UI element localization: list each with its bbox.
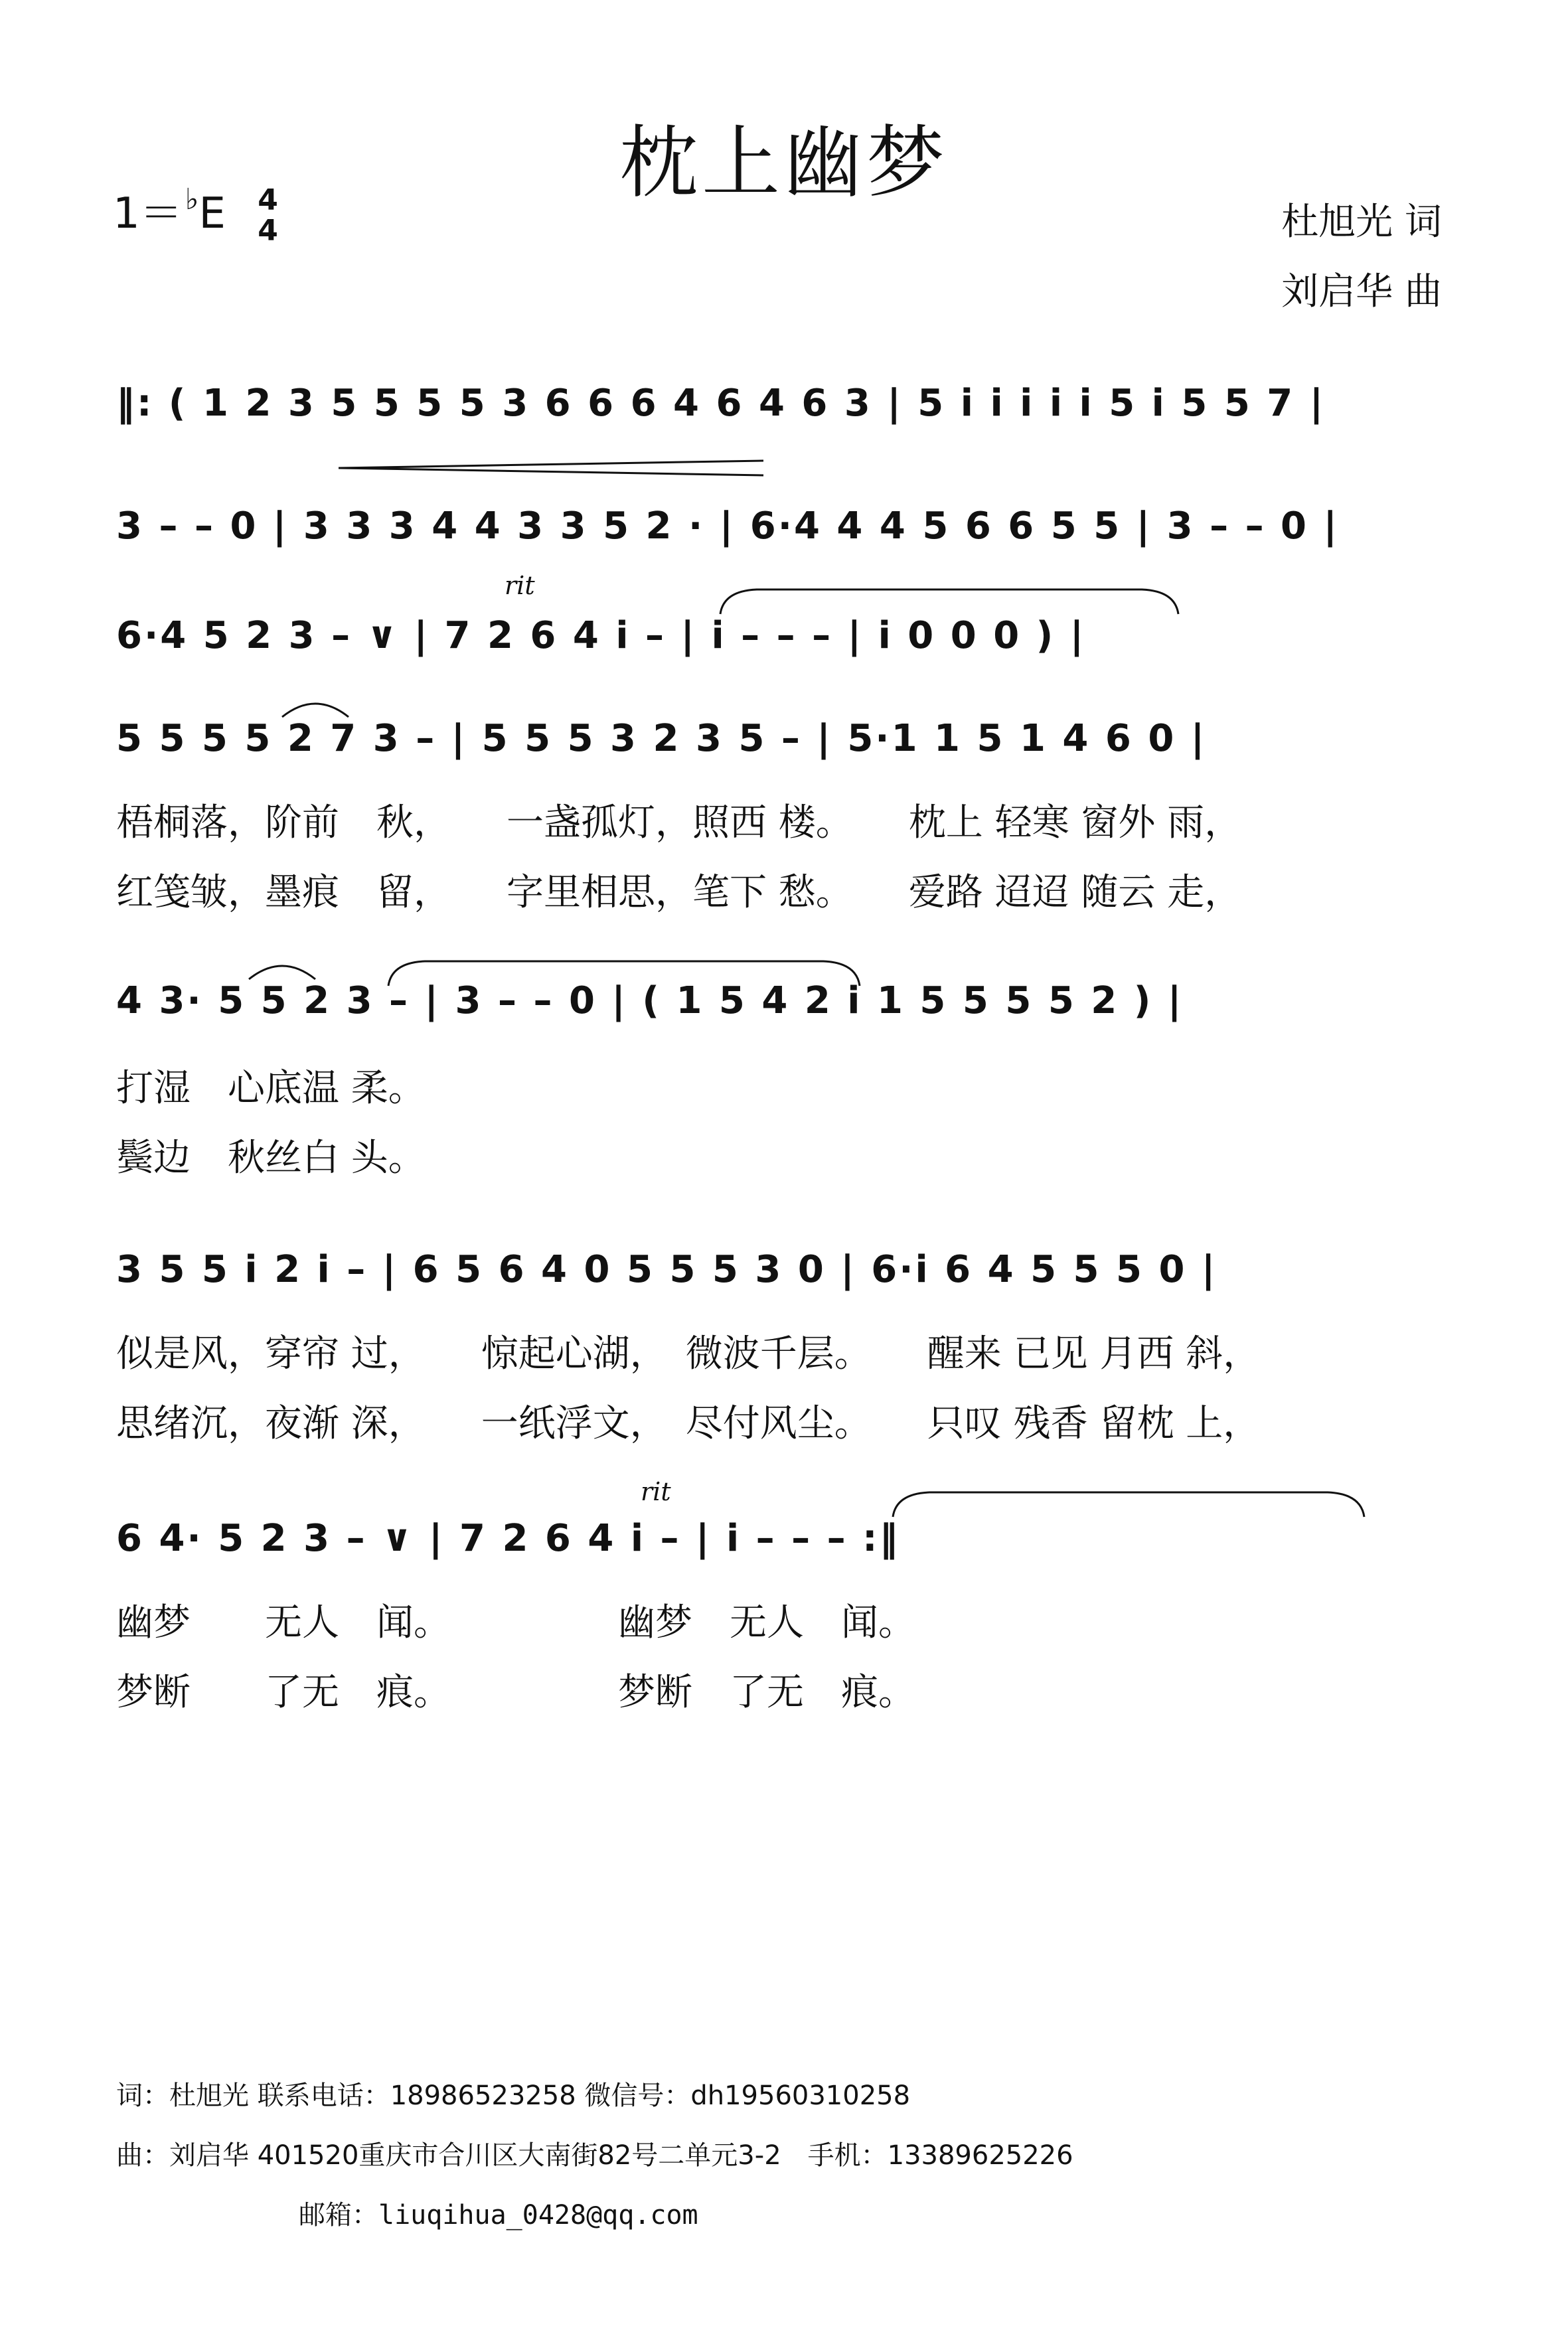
- rit-marking-2: rit: [641, 1477, 671, 1506]
- flat-sign: ♭: [185, 183, 199, 216]
- lyric-row-4-verse-2: 红笺皱，墨痕 留， 字里相思，笔下 愁。 爱路 迢迢 随云 走，: [116, 871, 1242, 914]
- time-top: 4: [258, 183, 278, 218]
- key-note: E: [198, 189, 226, 238]
- key-prefix: 1＝: [113, 189, 183, 238]
- lyric-row-6-verse-1: 似是风，穿帘 过， 惊起心湖， 微波千层。 醒来 已见 月西 斜，: [116, 1332, 1261, 1375]
- notation-row-4: 5 5 5 5 2 7 3 – | 5 5 5 3 2 3 5 – | 5·1 1 5 1 4 6 0 |: [116, 717, 1207, 760]
- tie-arc-2: [385, 956, 863, 989]
- footer-composer-contact: 曲：刘启华 401520重庆市合川区大南街82号二单元3-2 手机：13389625226: [116, 2140, 1073, 2171]
- notation-row-3: 6·4 5 2 3 – ∨ | 7 2 6 4 i – | i – – – | i 0 0 0 ) |: [116, 614, 1086, 657]
- notation-row-1: ‖: ( 1 2 3 5 5 5 5 3 6 6 6 4 6 4 6 3 | 5 i i i i i 5 i 5 5 7 |: [116, 382, 1326, 425]
- lyric-row-7-verse-1: 幽梦 无人 闻。 幽梦 无人 闻。: [116, 1601, 915, 1644]
- time-bottom: 4: [258, 214, 278, 248]
- lyric-row-5-verse-2: 鬓边 秋丝白 头。: [116, 1137, 426, 1180]
- time-signature: [258, 185, 278, 246]
- footer-lyricist-contact: 词：杜旭光 联系电话：18986523258 微信号：dh19560310258: [116, 2080, 911, 2111]
- notation-row-5: 4 3· 5 5 2 3 – | 3 – – 0 | ( 1 5 4 2 i 1 5 5 5 5 2 ) |: [116, 979, 1184, 1022]
- song-title: 枕上幽梦: [619, 117, 949, 208]
- lyric-row-7-verse-2: 梦断 了无 痕。 梦断 了无 痕。: [116, 1671, 915, 1714]
- notation-row-7: 6 4· 5 2 3 – ∨ | 7 2 6 4 i – | i – – – :‖: [116, 1517, 900, 1560]
- notation-row-6: 3 5 5 i 2 i – | 6 5 6 4 0 5 5 5 3 0 | 6·i 6 4 5 5 5 0 |: [116, 1248, 1217, 1291]
- tie-arc-3: [890, 1487, 1368, 1520]
- notation-row-2: 3 – – 0 | 3 3 3 4 4 3 3 5 2 · | 6·4 4 4 5 6 6 5 5 | 3 – – 0 |: [116, 505, 1339, 548]
- composer-credit: 刘启华 曲: [1281, 270, 1442, 313]
- slur-arc-1: [279, 694, 352, 720]
- tie-arc-1: [717, 584, 1182, 617]
- lyric-row-5-verse-1: 打湿 心底温 柔。: [116, 1067, 426, 1110]
- footer-email: 邮箱：liuqihua_0428@qq.com: [299, 2200, 698, 2231]
- rit-marking-1: rit: [505, 571, 535, 600]
- crescendo-mark: [339, 458, 770, 478]
- lyricist-credit: 杜旭光 词: [1281, 200, 1442, 244]
- key-signature: [113, 179, 278, 246]
- lyric-row-6-verse-2: 思绪沉，夜渐 深， 一纸浮文， 尽付风尘。 只叹 残香 留枕 上，: [116, 1402, 1261, 1445]
- lyric-row-4-verse-1: 梧桐落，阶前 秋， 一盏孤灯，照西 楼。 枕上 轻寒 窗外 雨，: [116, 801, 1242, 844]
- slur-arc-2: [246, 956, 319, 982]
